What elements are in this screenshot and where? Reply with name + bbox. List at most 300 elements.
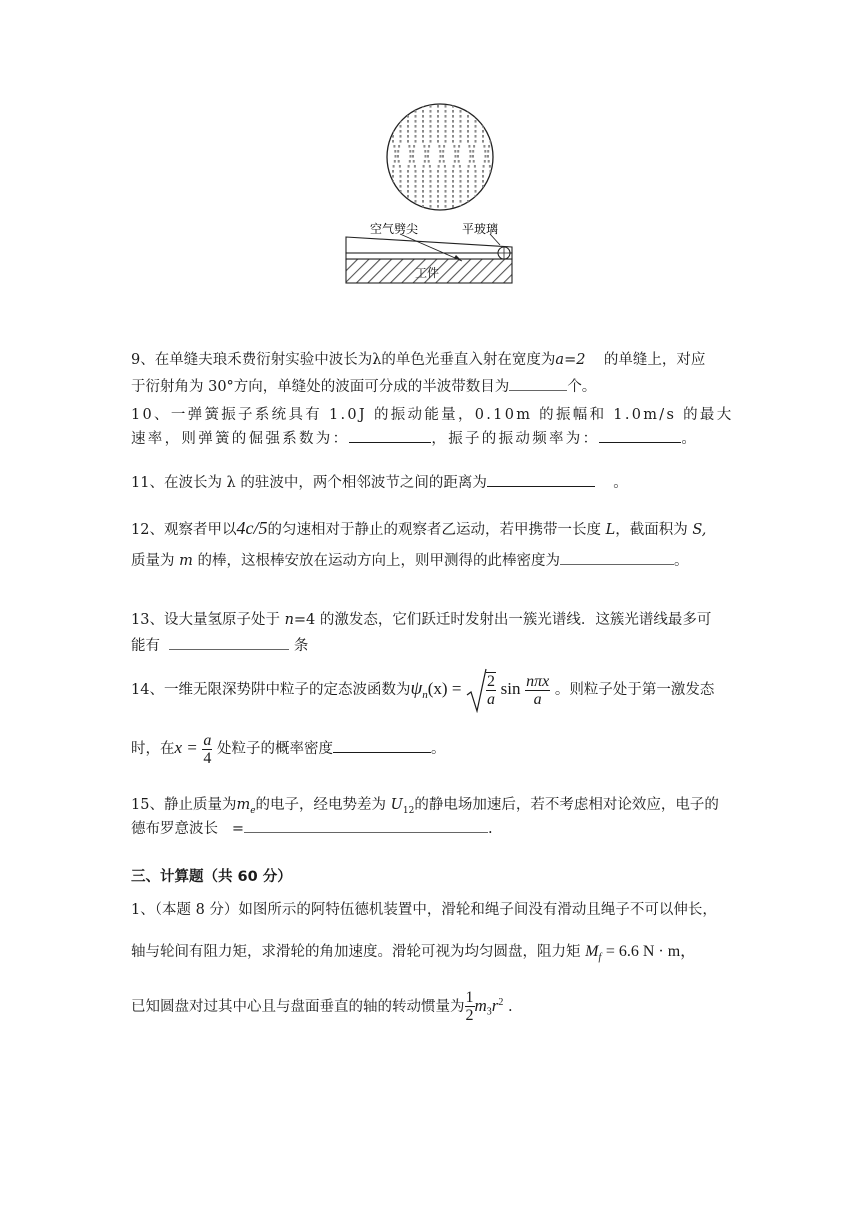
fringe-dot [482, 115, 484, 118]
fringe-dot [400, 180, 402, 183]
fringe-dot [482, 190, 484, 193]
fringe-dot [482, 175, 484, 178]
fringe-dot [482, 120, 484, 123]
fringe-dot [439, 150, 441, 153]
fringe-dot [445, 180, 447, 183]
fringe-dot [392, 200, 394, 203]
fringe-dot [423, 165, 425, 168]
fringe-dot [400, 175, 402, 178]
fringe-dot [467, 140, 469, 143]
fringe-dot [490, 130, 492, 133]
fringe-dot [430, 170, 432, 173]
fringe-dot [475, 140, 477, 143]
fringe-dot [407, 110, 409, 113]
q10-line1: 10、一弹簧振子系统具有 1.0J 的振动能量，0.10m 的振幅和 1.0m/s 的最大 [131, 407, 734, 423]
fringe-dot [452, 125, 454, 128]
q14-line1: 14、一维无限深势阱中粒子的定态波函数为$\psi_n(x)$ = $\frac{2}{a}$ sin $\frac{\text{nπx}}{a}$ 。则粒子处于第一激发态 [131, 664, 714, 714]
frac-npix-over-a: $\frac{\text{nπx}}{a}$ [526, 672, 550, 708]
fringe-dot [422, 190, 424, 193]
fringe-dot [415, 110, 417, 113]
fringe-dot [475, 200, 477, 203]
fringe-dot [429, 165, 431, 168]
fringe-dot [490, 115, 492, 118]
fringe-dot [460, 140, 462, 143]
fringe-dot [467, 120, 469, 123]
fringe-dot [484, 150, 486, 153]
fringe-dot [400, 195, 402, 198]
fringe-dot [459, 165, 461, 168]
fringe-dot [475, 185, 477, 188]
fringe-dot [490, 210, 492, 213]
fringe-dot [467, 185, 469, 188]
section-3-title: 三、计算题（共 60 分） [131, 869, 292, 885]
fringe-dot [392, 190, 394, 193]
fringe-dot [487, 155, 489, 158]
fringe-dot [442, 150, 444, 153]
fringe-dot [400, 185, 402, 188]
fringe-dot [392, 185, 394, 188]
fringe-dot [392, 195, 394, 198]
fringe-dot [470, 155, 472, 158]
fringe-dot [422, 140, 424, 143]
fringe-dot [400, 200, 402, 203]
fringe-dot [452, 180, 454, 183]
fringe-dot [392, 205, 394, 208]
fringe-dot [485, 155, 487, 158]
fringe-dot [445, 185, 447, 188]
fringe-dot [392, 110, 394, 113]
fringe-dot [407, 125, 409, 128]
fringe-dot [445, 190, 447, 193]
fringe-dot [415, 175, 417, 178]
fringe-dot [423, 145, 425, 148]
fringe-dot [422, 170, 424, 173]
frac-a-over-4: $\frac{a}{4}$ [203, 731, 212, 767]
fringe-dot [430, 110, 432, 113]
fringe-dot [468, 165, 470, 168]
fringe-dot [400, 130, 402, 133]
fringe-dot [407, 130, 409, 133]
fringe-dot [460, 135, 462, 138]
fringe-dot [430, 180, 432, 183]
fringe-dot [482, 200, 484, 203]
fringe-dot [397, 150, 399, 153]
fringe-dot [430, 205, 432, 208]
fringe-dot [444, 165, 446, 168]
fringe-dot [397, 155, 399, 158]
fringe-dot [407, 170, 409, 173]
fringe-dot [467, 195, 469, 198]
fringe-dot [400, 105, 402, 108]
fringe-dot [475, 175, 477, 178]
fringe-dot [394, 160, 396, 163]
fringe-dot [467, 175, 469, 178]
fringe-dot [452, 175, 454, 178]
fringe-dot [475, 205, 477, 208]
fringe-dot [414, 165, 416, 168]
fringe-dot [460, 175, 462, 178]
q9-line2: 于衍射角为 30°方向，单缝处的波面可分成的半波带数目为 个。 [131, 376, 596, 397]
fringe-dot [410, 155, 412, 158]
calc1-line2: 轴与轮间有阻力矩，求滑轮的角加速度。滑轮可视为均匀圆盘，阻力矩 $M_f = 6.6$ N · m， [131, 943, 697, 963]
fringe-dot [467, 125, 469, 128]
fringe-dot [445, 125, 447, 128]
fringe-dot [430, 175, 432, 178]
fringe-dot [415, 120, 417, 123]
fringe-dot [452, 110, 454, 113]
fringe-dot [430, 140, 432, 143]
fringe-dot [457, 155, 459, 158]
fringe-dot [437, 195, 439, 198]
fringe-dot [415, 180, 417, 183]
fringe-dot [452, 120, 454, 123]
fringe-dot [473, 160, 475, 163]
fringe-dot [422, 210, 424, 213]
fringe-dot [400, 205, 402, 208]
fringe-dot [415, 205, 417, 208]
fringe-dot [445, 200, 447, 203]
fringe-dot [475, 120, 477, 123]
fringe-dot [452, 205, 454, 208]
q15-line2: 德布罗意波长 = . [131, 818, 493, 839]
fringe-dot [393, 165, 395, 168]
fringe-dot [413, 145, 415, 148]
fringe-dot [427, 150, 429, 153]
fringe-dot [395, 155, 397, 158]
fringe-dot [455, 155, 457, 158]
fringe-dot [424, 160, 426, 163]
fringe-dot [490, 195, 492, 198]
fringe-dot [445, 115, 447, 118]
fringe-dot [400, 210, 402, 213]
fringe-dot [452, 190, 454, 193]
wedge-diagram [340, 95, 520, 295]
fringe-dot [437, 175, 439, 178]
fringe-dot [452, 140, 454, 143]
fringe-dot [412, 150, 414, 153]
fringe-dot [422, 120, 424, 123]
fringe-dot [457, 150, 459, 153]
fringe-dot [392, 135, 394, 138]
fringe-dot [415, 200, 417, 203]
label-glass: 平玻璃 [462, 222, 499, 236]
q13-line2: 能有 条 [131, 635, 308, 656]
fringe-dot [400, 110, 402, 113]
fringe-dot [445, 135, 447, 138]
fringe-dot [475, 190, 477, 193]
fringe-dot [452, 135, 454, 138]
fringe-dot [452, 115, 454, 118]
fringe-dot [407, 190, 409, 193]
fringe-dot [422, 200, 424, 203]
fringe-dot [460, 195, 462, 198]
q11: 11、在波长为 λ 的驻波中，两个相邻波节之间的距离为 。 [131, 472, 628, 493]
fringe-dot [482, 205, 484, 208]
fringe-dot [469, 160, 471, 163]
fringe-dot [393, 145, 395, 148]
fringe-dot [475, 180, 477, 183]
fringe-dot [422, 195, 424, 198]
fringe-dot [475, 130, 477, 133]
label-workpiece: 工件 [415, 266, 440, 280]
fringe-dot [430, 195, 432, 198]
fringe-dot [460, 180, 462, 183]
fringe-dot [415, 115, 417, 118]
fringe-dot [482, 195, 484, 198]
fringe-dot [452, 170, 454, 173]
fringe-dot [454, 160, 456, 163]
fringe-dot [422, 180, 424, 183]
fringe-dot [467, 105, 469, 108]
fringe-dot [482, 140, 484, 143]
fringe-dot [430, 200, 432, 203]
fringe-dot [398, 145, 400, 148]
fringe-dot [430, 105, 432, 108]
fringe-dot [437, 110, 439, 113]
fringe-dot [427, 155, 429, 158]
fringe-dot [482, 170, 484, 173]
fringe-dot [415, 125, 417, 128]
fringe-dot [490, 125, 492, 128]
fringe-dot [437, 130, 439, 133]
fringe-dot [490, 205, 492, 208]
q14-line2: 时，在x = $\frac{a}{4}$ 处粒子的概率密度 。 [131, 731, 446, 767]
fringe-dot [445, 110, 447, 113]
fringe-dot [430, 210, 432, 213]
fringe-dot [475, 110, 477, 113]
fringe-dot [413, 160, 415, 163]
fringe-dot [425, 155, 427, 158]
fringe-dot [482, 135, 484, 138]
fringe-dot [430, 185, 432, 188]
fringe-dot [392, 125, 394, 128]
fringe-dot [460, 125, 462, 128]
q15-line1: 15、静止质量为$m_e$的电子，经电势差为 $U_{12}$的静电场加速后，若不考虑相对论效应，电子的 [131, 797, 719, 816]
fringe-dot [445, 140, 447, 143]
fringe-dot [445, 130, 447, 133]
fringe-dot [458, 160, 460, 163]
calc1-line3: 已知圆盘对过其中心且与盘面垂直的轴的转动惯量为 $\frac{1}{2}$ $m_3r^2$ . [131, 989, 513, 1025]
fringe-dot [482, 110, 484, 113]
fringe-dot [415, 190, 417, 193]
fringe-dot [437, 140, 439, 143]
fringe-dot [490, 200, 492, 203]
fringe-dot [407, 185, 409, 188]
fringe-dot [468, 145, 470, 148]
fringe-dot [460, 185, 462, 188]
fringe-dot [430, 130, 432, 133]
fringe-dot [460, 130, 462, 133]
frac-one-half: $\frac{1}{2}$ [465, 989, 474, 1025]
fringe-dot [407, 140, 409, 143]
fringe-dot [437, 125, 439, 128]
fringe-dot [482, 180, 484, 183]
fringe-dot [490, 185, 492, 188]
fringe-dot [445, 120, 447, 123]
fringe-dot [452, 185, 454, 188]
fringe-dot [407, 195, 409, 198]
fringe-dot [488, 145, 490, 148]
fringe-dot [398, 160, 400, 163]
fringe-dot [422, 175, 424, 178]
fringe-dot [467, 190, 469, 193]
fringe-dot [415, 195, 417, 198]
fringe-dot [475, 135, 477, 138]
fringe-dot [469, 150, 471, 153]
fringe-dot [490, 180, 492, 183]
fringe-dot [437, 190, 439, 193]
fringe-dot [437, 170, 439, 173]
fringe-dot [430, 135, 432, 138]
fringe-dot [408, 165, 410, 168]
fringe-dot [445, 195, 447, 198]
fringe-dot [399, 165, 401, 168]
fringe-dot [400, 125, 402, 128]
fringe-dot [392, 175, 394, 178]
fringe-dot [437, 200, 439, 203]
fringe-dot [467, 205, 469, 208]
fringe-dot [400, 135, 402, 138]
fringe-dot [442, 155, 444, 158]
fringe-dot [407, 180, 409, 183]
fringe-dot [430, 125, 432, 128]
fringe-dot [415, 135, 417, 138]
fringe-dot [445, 175, 447, 178]
fringe-dot [438, 145, 440, 148]
fringe-dot [407, 105, 409, 108]
fringe-dot [443, 145, 445, 148]
fringe-dot [453, 165, 455, 168]
fringe-dot [439, 160, 441, 163]
fringe-dot [437, 135, 439, 138]
fringe-dot [392, 170, 394, 173]
fringe-dot [467, 135, 469, 138]
fringe-dot [452, 200, 454, 203]
fringe-dot [484, 160, 486, 163]
fringe-dot [422, 125, 424, 128]
fringe-dot [460, 170, 462, 173]
fringe-dot [438, 165, 440, 168]
frac-2-over-a: $\frac{2}{a}$ [487, 673, 496, 708]
fringe-dot [409, 150, 411, 153]
q12-line1: 12、观察者甲以4c/5的匀速相对于静止的观察者乙运动，若甲携带一长度 L，截面积为 S, [131, 518, 707, 538]
fringe-dot [415, 140, 417, 143]
fringe-dot [472, 155, 474, 158]
fringe-dot [437, 105, 439, 108]
fringe-dot [437, 205, 439, 208]
fringe-dot [415, 105, 417, 108]
fringe-dot [460, 120, 462, 123]
fringe-dot [467, 130, 469, 133]
fringe-dot [437, 115, 439, 118]
fringe-dot [392, 210, 394, 213]
fringe-dot [407, 210, 409, 213]
fringe-dot [400, 140, 402, 143]
fringe-dot [415, 170, 417, 173]
fringe-dot [467, 210, 469, 213]
fringe-dot [422, 110, 424, 113]
fringe-dot [460, 190, 462, 193]
flat-glass [346, 237, 512, 253]
fringe-dot [490, 190, 492, 193]
fringe-dot [472, 150, 474, 153]
fringe-dot [392, 120, 394, 123]
fringe-dot [487, 150, 489, 153]
fringe-dot [428, 160, 430, 163]
fringe-dot [415, 185, 417, 188]
fringe-dot [452, 195, 454, 198]
fringe-dot [443, 160, 445, 163]
q10-line2: 速率，则弹簧的倔强系数为： ，振子的振动频率为： 。 [131, 428, 698, 449]
fringe-dot [440, 155, 442, 158]
fringe-dot [407, 135, 409, 138]
fringe-dot [490, 105, 492, 108]
fringe-dot [489, 165, 491, 168]
fringe-dot [409, 160, 411, 163]
wedge-figure [340, 95, 520, 295]
fringe-dot [430, 120, 432, 123]
fringe-dot [407, 175, 409, 178]
fringe-dot [475, 210, 477, 213]
fringe-dot [490, 110, 492, 113]
fringe-dot [445, 105, 447, 108]
fringe-dot [482, 105, 484, 108]
fringe-dot [475, 105, 477, 108]
fringe-dot [475, 125, 477, 128]
fringe-dot [422, 135, 424, 138]
fringe-dot [482, 210, 484, 213]
fringe-dot [482, 130, 484, 133]
fringe-dot [422, 130, 424, 133]
sqrt-sign [466, 667, 488, 713]
fringe-dot [453, 145, 455, 148]
fringe-dot [452, 210, 454, 213]
fringe-dot [473, 145, 475, 148]
fringe-dot [445, 205, 447, 208]
fringe-dot [460, 115, 462, 118]
fringe-dot [460, 210, 462, 213]
fringe-dot [460, 110, 462, 113]
fringe-dot [445, 170, 447, 173]
fringe-dot [394, 150, 396, 153]
fringe-dot [422, 185, 424, 188]
fringe-dot [454, 150, 456, 153]
q9-line1: 9、在单缝夫琅禾费衍射实验中波长为λ的单色光垂直入射在宽度为a=2 的单缝上，对应 [131, 352, 706, 368]
fringe-dot [392, 105, 394, 108]
fringe-dot [430, 190, 432, 193]
fringe-dot [407, 205, 409, 208]
fringe-dot [415, 130, 417, 133]
fringe-dot [392, 140, 394, 143]
q12-line2: 质量为 m 的棒，这根棒安放在运动方向上，则甲测得的此棒密度为 。 [131, 550, 688, 571]
fringe-dot [437, 185, 439, 188]
fringe-dot [475, 170, 477, 173]
fringe-dot [400, 115, 402, 118]
fringe-dot [430, 115, 432, 118]
fringe-dot [415, 210, 417, 213]
fringe-dot [407, 115, 409, 118]
fringe-dot [488, 160, 490, 163]
label-wedge: 空气劈尖 [370, 222, 419, 236]
fringe-dot [422, 115, 424, 118]
fringe-dot [407, 120, 409, 123]
fringe-dot [437, 120, 439, 123]
fringe-dot [452, 130, 454, 133]
q13-line1: 13、设大量氢原子处于 n=4 的激发态，它们跃迁时发射出一簇光谱线．这簇光谱线最多可 [131, 612, 712, 628]
calc1-line1: 1、（本题 8 分）如图所示的阿特伍德机装置中，滑轮和绳子间没有滑动且绳子不可以伸长， [131, 902, 717, 918]
fringe-dot [412, 155, 414, 158]
fringe-dot [408, 145, 410, 148]
